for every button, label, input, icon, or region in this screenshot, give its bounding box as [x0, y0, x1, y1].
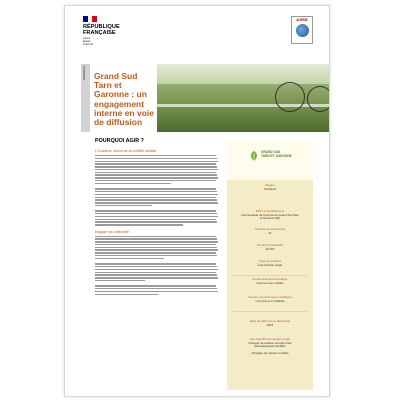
paragraph-3 [95, 210, 221, 225]
sidebar-logo [227, 140, 313, 180]
sidebar-field [227, 278, 313, 285]
text-line [95, 266, 217, 267]
text-line [95, 194, 218, 195]
field-value: 40 000 [265, 246, 275, 251]
sidebar-logo-text: GRAND SUD TARN ET GARONNE [261, 150, 292, 158]
text-line [95, 272, 216, 273]
text-line [95, 238, 217, 239]
text-line [95, 249, 218, 250]
subheading-1: L'Occitanie, acteur de la mobilité durable [95, 149, 157, 153]
globe-icon [296, 24, 309, 37]
banner-photo [157, 64, 330, 132]
text-line [95, 269, 218, 270]
text-line [95, 188, 216, 189]
text-line [95, 174, 217, 175]
text-line [95, 169, 218, 170]
text-line [95, 183, 171, 184]
ademe-logo [291, 16, 313, 44]
field-label: Type de territoire [258, 259, 282, 263]
text-line [95, 221, 217, 222]
field-label: Date de début de la démarche [249, 319, 291, 323]
subheading-2: Engager sa collectivité [95, 229, 129, 234]
text-line [95, 202, 218, 203]
text-line [95, 163, 216, 164]
field-label: Nombre de communes [254, 227, 286, 231]
field-label: Région [265, 183, 275, 187]
text-line [95, 161, 218, 162]
sidebar-field [227, 184, 313, 191]
text-line [95, 274, 217, 275]
sidebar-field [227, 210, 313, 221]
sidebar-field [227, 260, 313, 267]
sidebar-field [227, 338, 313, 356]
text-line [95, 213, 217, 214]
text-line [95, 180, 216, 181]
ademe-label: ADEME [296, 18, 308, 22]
text-line [95, 219, 216, 220]
field-value: À dominante rurale [257, 262, 283, 267]
text-line [95, 210, 216, 211]
text-line [95, 158, 217, 159]
field-value: 1 service et 2 mobilités [255, 298, 285, 303]
text-line [95, 166, 217, 167]
sidebar-field [227, 320, 313, 327]
paragraph-5 [95, 263, 221, 281]
text-line [95, 197, 216, 198]
republique-title: RÉPUBLIQUE FRANÇAISE [83, 24, 120, 36]
info-sidebar [227, 140, 313, 390]
text-line [95, 216, 218, 217]
text-line [95, 224, 183, 225]
field-value: Occitanie [263, 186, 277, 191]
text-line [95, 205, 152, 206]
field-label: Les objectifs de l'équipe projet [249, 337, 291, 341]
sidebar-field [227, 296, 313, 303]
text-line [95, 247, 217, 248]
text-line [95, 258, 164, 259]
text-line [95, 177, 218, 178]
text-line [95, 252, 216, 253]
bicycle-wheel-icon [275, 82, 305, 112]
text-line [95, 236, 216, 237]
text-line [95, 291, 218, 292]
field-label: Nombre de personnes mobilisées [247, 295, 293, 299]
republique-motto: Liberté Égalité Fraternité [83, 37, 94, 46]
text-line [95, 244, 216, 245]
text-line [95, 277, 218, 278]
title-box [92, 70, 156, 128]
leaf-logo-icon [249, 150, 259, 162]
field-value: Communauté de Communes Grand Sud Tarn et Garonne (82) [240, 212, 300, 221]
text-line [95, 241, 218, 242]
field-label: Nombre d'habitants [257, 243, 283, 247]
paragraph-6 [95, 285, 221, 295]
field-label: Ancienneté de la stratégie [252, 277, 288, 281]
paragraph-2 [95, 188, 221, 206]
sidebar-field [227, 228, 313, 235]
field-separator [233, 311, 307, 312]
paragraph-4 [95, 236, 221, 260]
main-column [95, 138, 221, 299]
republique-francaise-logo [83, 16, 120, 46]
text-line [95, 255, 217, 256]
section-heading: POURQUOI AGIR ? [95, 138, 144, 144]
page-title: Grand Sud Tarn et Garonne : un engagement interne en voie de diffusion [94, 71, 154, 128]
text-line [95, 155, 216, 156]
text-line [95, 191, 217, 192]
side-tag: EXEMPLE [82, 66, 86, 81]
french-flag-icon [83, 16, 97, 22]
document-page [64, 5, 330, 397]
field-separator [233, 275, 307, 276]
text-line [95, 199, 217, 200]
text-line [95, 172, 216, 173]
field-value: Changer de solution énergie d'été Développement durable Changée de mission mobilité [248, 340, 292, 356]
banner [65, 64, 330, 132]
text-line [95, 288, 217, 289]
field-value: Interne et de mobilité [256, 280, 284, 285]
paragraph-1 [95, 155, 221, 184]
text-line [95, 263, 216, 264]
sidebar-field [227, 244, 313, 251]
bicycle-wheel-icon [307, 86, 330, 112]
text-line [95, 294, 158, 295]
field-value: 21 [268, 230, 272, 235]
text-line [95, 285, 216, 286]
field-value: 2016 [266, 322, 274, 327]
field-label: EPCI et Département [255, 209, 285, 213]
text-line [95, 280, 145, 281]
